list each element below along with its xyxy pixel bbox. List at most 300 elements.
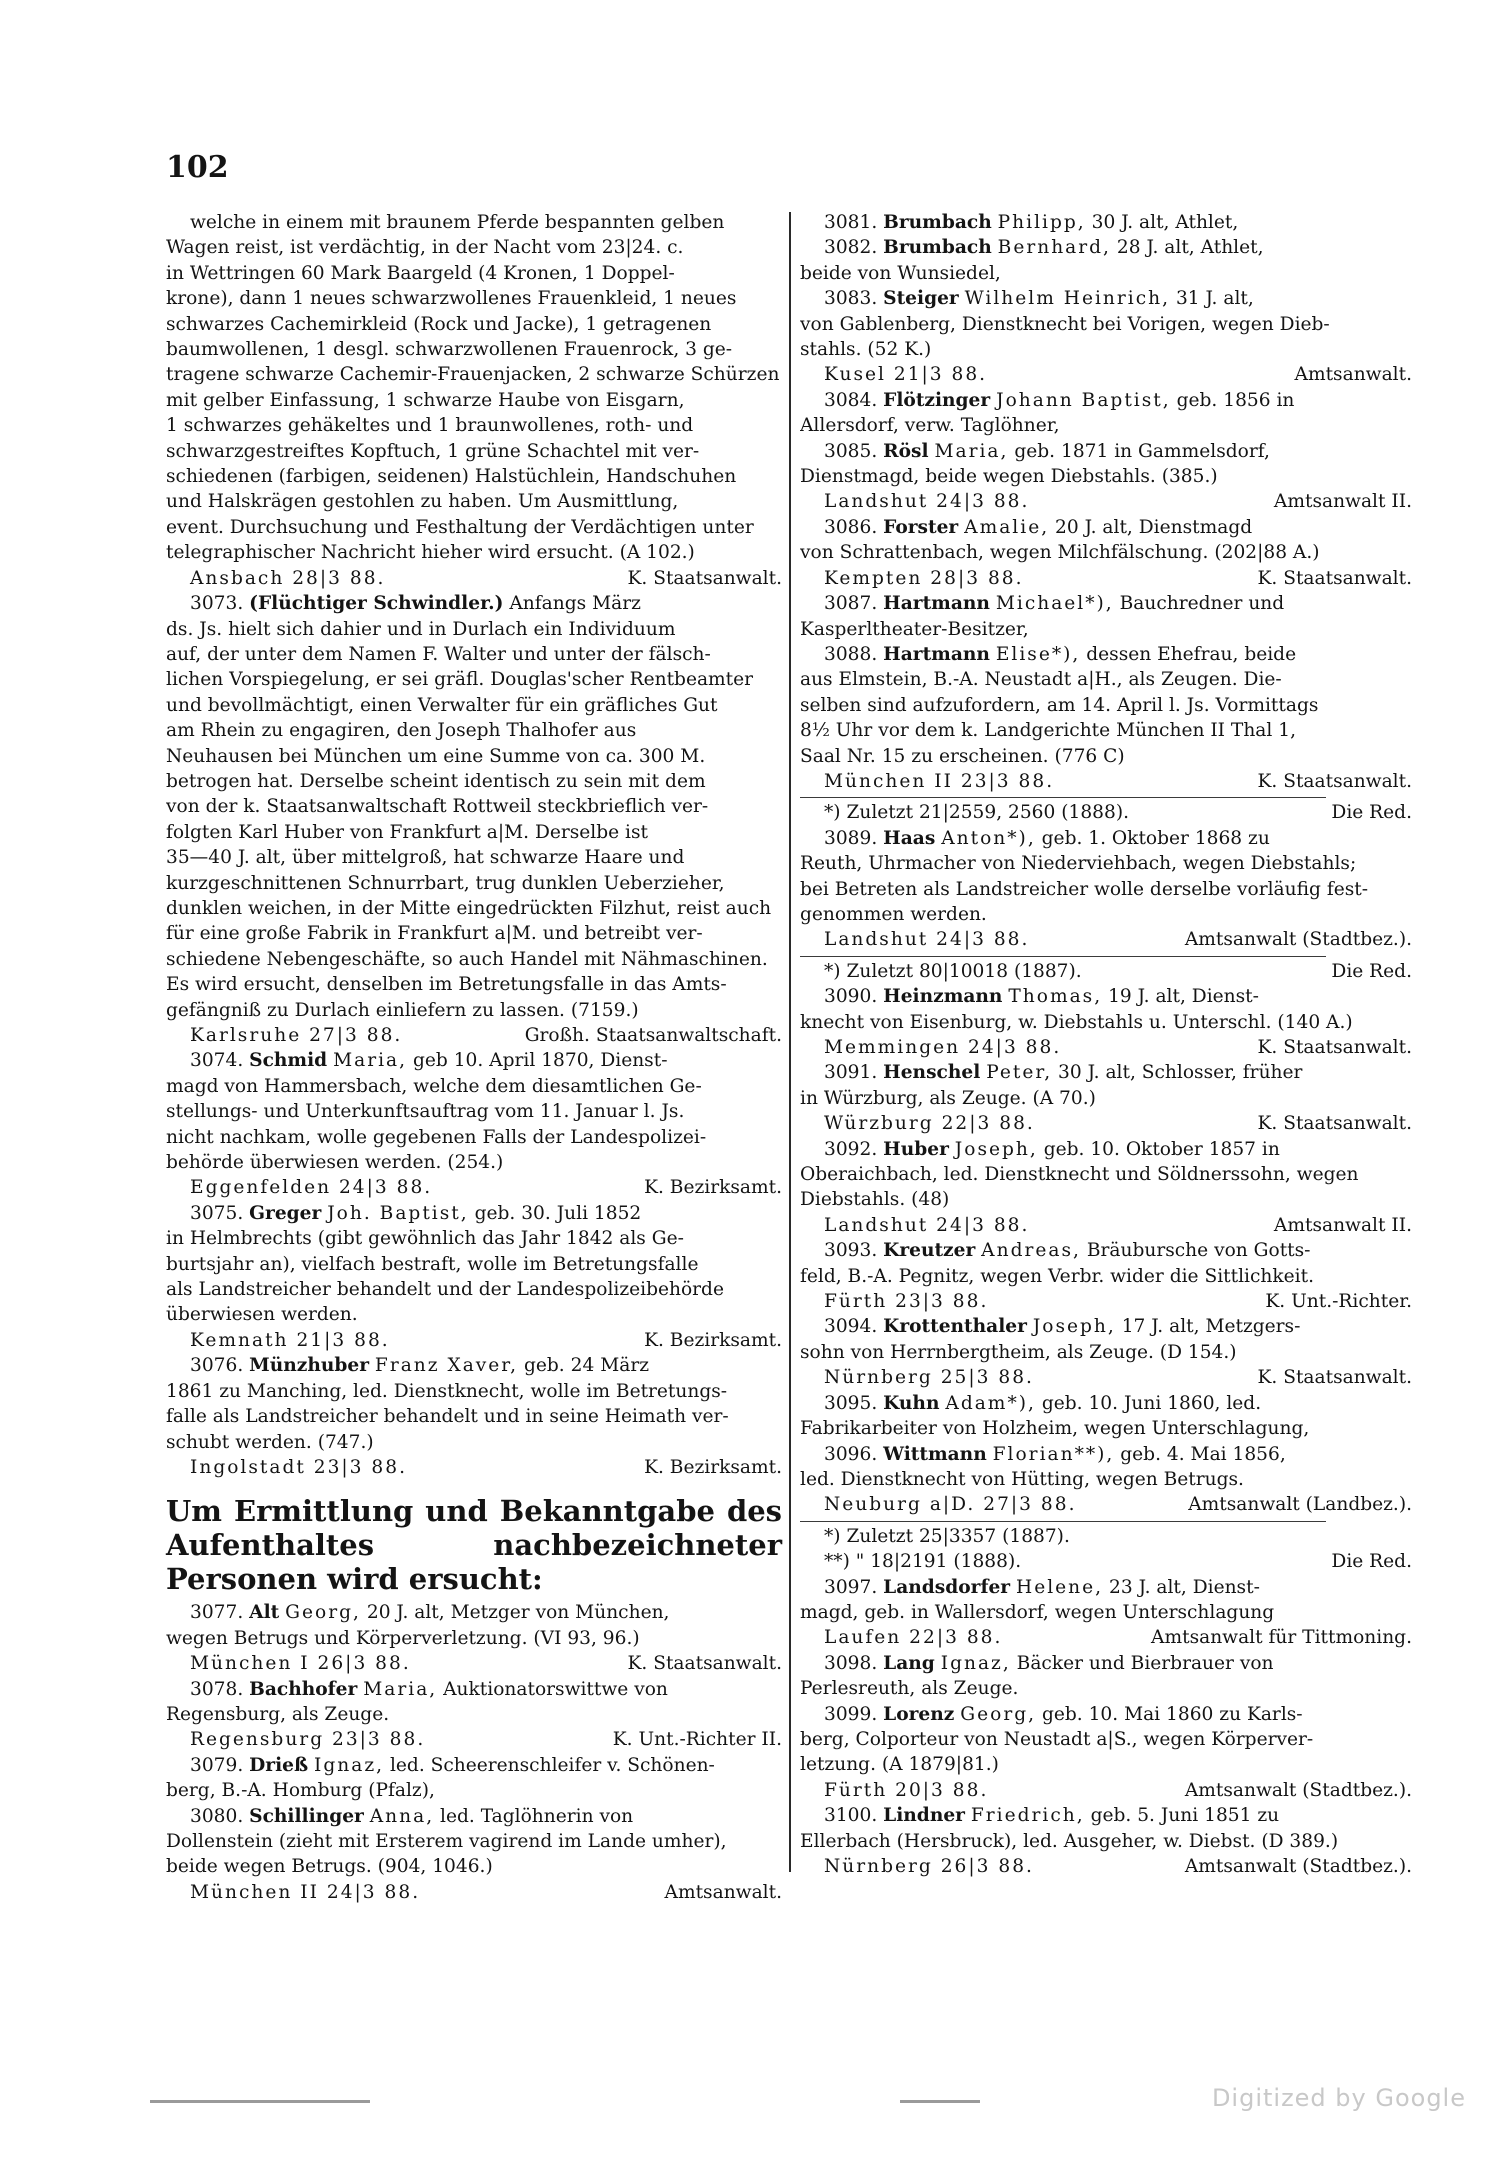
entry-given-name: Joseph, [954, 1138, 1038, 1160]
entry-line [800, 902, 1412, 927]
entry [166, 1677, 782, 1753]
entry-name: Flötzinger [883, 389, 991, 411]
entry-given-name: Maria, [333, 1050, 408, 1072]
entry-number: 3075. [190, 1202, 244, 1224]
entry-text: 20 J. alt, Metzger von München, [366, 1602, 670, 1624]
entry-line [166, 1829, 782, 1854]
signature-office: K. Bezirksamt. [644, 1177, 782, 1199]
entry-line [166, 1201, 782, 1226]
signature-row [166, 1175, 782, 1200]
entry-text: magd, geb. in Wallersdorf, wegen Unterschlagung [800, 1601, 1275, 1623]
entry-number: 3077. [190, 1602, 244, 1624]
entry-line [166, 1048, 782, 1073]
entry [800, 984, 1412, 1060]
signature-place: Nürnberg 26|3 88. [824, 1856, 1034, 1877]
entry-given-name: Anna, [369, 1805, 435, 1827]
entry [800, 1803, 1412, 1879]
signature-row [800, 489, 1412, 514]
footnote [800, 1524, 1412, 1549]
entry-name: Brumbach [883, 212, 992, 233]
entry-line [166, 871, 782, 896]
entry-name: Schmid [249, 1050, 328, 1072]
entry-line [166, 1277, 782, 1302]
entry-line [800, 984, 1412, 1009]
entry-text: telegraphischer Nachricht hieher wird ersucht. (A 102.) [166, 542, 695, 564]
entry-line [800, 210, 1412, 235]
entry-text: beide wegen Betrugs. (904, 1046.) [166, 1856, 493, 1878]
entry-number: 3083. [824, 288, 878, 310]
entry [166, 1048, 782, 1200]
entry-line [166, 1753, 782, 1778]
column-divider [789, 212, 791, 1872]
entry-text: in Helmbrechts (gibt gewöhnlich das Jahr 1842 als Ge- [166, 1228, 684, 1250]
entry-text: Auktionatorswittwe von [443, 1678, 668, 1700]
entry-text: geb. 5. Juni 1851 zu [1090, 1805, 1280, 1827]
entry-line [166, 693, 782, 718]
entry-text: 31 J. alt, [1175, 288, 1254, 310]
entry-line [800, 1803, 1412, 1828]
entry-line [800, 235, 1412, 260]
signature-row [800, 1625, 1412, 1650]
signature-office: Amtsanwalt (Stadtbez.). [1184, 929, 1412, 951]
signature-row [800, 1035, 1412, 1060]
entry-name: Münzhuber [249, 1355, 369, 1377]
entry [800, 235, 1412, 286]
entry-line [800, 439, 1412, 464]
entry-line [166, 1600, 782, 1625]
entry-line [166, 1804, 782, 1829]
entry-given-name: Franz Xaver, [374, 1355, 519, 1377]
entry [166, 1201, 782, 1353]
entry-line [800, 337, 1412, 362]
entry-text: wegen Betrugs und Körperverletzung. (VI 93, 96.) [166, 1627, 640, 1649]
entry-name: Kuhn [883, 1392, 940, 1414]
entry-text: schwarzes Cachemirkleid (Rock und Jacke), 1 getragenen [166, 313, 712, 335]
entry-line [166, 1125, 782, 1150]
entry-text: berg, Colporteur von Neustadt a|S., wegen Körperver- [800, 1728, 1314, 1750]
entry-line [166, 794, 782, 819]
entry-text: burtsjahr an), vielfach bestraft, wolle im Betretungsfalle [166, 1253, 699, 1275]
footnote-text: **) " 18|2191 (1888). [824, 1551, 1022, 1573]
entry-given-name: Georg, [960, 1703, 1037, 1725]
entry-given-name: Philipp, [997, 212, 1086, 233]
right-column [800, 210, 1412, 1879]
entry-text: 8½ Uhr vor dem k. Landgerichte München II Thal 1, [800, 720, 1296, 742]
entry-given-name: Elise*), [995, 643, 1081, 665]
entry-text: Kasperltheater-Besitzer, [800, 618, 1029, 640]
footnote-rule [800, 1521, 1326, 1522]
entry-line [800, 1314, 1412, 1339]
entry-text: und bevollmächtigt, einen Verwalter für ein gräfliches Gut [166, 694, 718, 716]
entry [166, 1804, 782, 1906]
entry-name: Huber [883, 1138, 949, 1160]
signature-office: K. Staatsanwalt. [1257, 1367, 1412, 1389]
entry-number: 3088. [824, 643, 878, 665]
signature-office: Amtsanwalt II. [1273, 491, 1412, 513]
signature-row [800, 1854, 1412, 1879]
entry [800, 286, 1412, 388]
signature-row [800, 1778, 1412, 1803]
entry-text: kurzgeschnittenen Schnurrbart, trug dunklen Ueberzieher, [166, 872, 725, 894]
entry-number: 3092. [824, 1138, 878, 1160]
entry-line [166, 845, 782, 870]
signature-office: K. Unt.-Richter. [1265, 1291, 1412, 1313]
entry-line [166, 337, 782, 362]
entry-text: folgten Karl Huber von Frankfurt a|M. Derselbe ist [166, 821, 649, 843]
entry-name: Lindner [883, 1805, 965, 1827]
entry-text: auf, der unter dem Namen F. Walter und unter der fälsch- [166, 643, 711, 665]
entry-text: Neuhausen bei München um eine Summe von ca. 300 M. [166, 745, 706, 767]
entry-number: 3091. [824, 1062, 878, 1084]
entry-given-name: Andreas, [981, 1240, 1081, 1262]
entry [800, 388, 1412, 439]
signature-place: Landshut 24|3 88. [824, 491, 1030, 513]
entry-text: schiedene Nebengeschäfte, so auch Handel mit Nähmaschinen. [166, 948, 768, 970]
entry [800, 1575, 1412, 1651]
watermark: Digitized by Google [1211, 2084, 1466, 2112]
footnote-signature: Die Red. [1331, 960, 1412, 982]
entry-line [800, 1060, 1412, 1085]
entry-line [166, 1252, 782, 1277]
signature-office: K. Unt.-Richter II. [612, 1729, 782, 1751]
entry-line [800, 667, 1412, 692]
entry-text: nicht nachkam, wolle gegebenen Falls der Landespolizei- [166, 1126, 707, 1148]
entry-text: geb. 4. Mai 1856, [1120, 1443, 1286, 1465]
signature-office: K. Bezirksamt. [644, 1456, 782, 1478]
entry-text: event. Durchsuchung und Festhaltung der Verdächtigen unter [166, 516, 754, 538]
entry-line [800, 464, 1412, 489]
signature-place: Kusel 21|3 88. [824, 364, 988, 386]
signature-row [166, 1651, 782, 1676]
entry-name: Rösl [883, 440, 929, 462]
entry-number: 3074. [190, 1050, 244, 1072]
entry-text: mit gelber Einfassung, 1 schwarze Haube von Eisgarn, [166, 389, 685, 411]
entry-name: (Flüchtiger Schwindler.) [249, 593, 504, 615]
signature-row [800, 1365, 1412, 1390]
entry-text: Reuth, Uhrmacher von Niederviehbach, wegen Diebstahls; [800, 853, 1357, 875]
entry-given-name: Bernhard, [997, 237, 1111, 259]
entry-line [800, 718, 1412, 743]
entry [166, 210, 782, 591]
entry-line [166, 769, 782, 794]
entry-line [800, 1575, 1412, 1600]
signature-place: München II 23|3 88. [824, 770, 1055, 792]
entry-text: für eine große Fabrik in Frankfurt a|M. und betreibt ver- [166, 923, 703, 945]
signature-office: K. Staatsanwalt. [1257, 1113, 1412, 1135]
entry-name: Haas [883, 827, 936, 849]
entry-line [166, 362, 782, 387]
entry-number: 3097. [824, 1576, 878, 1598]
scan-mark [900, 2100, 980, 2103]
entry-line [800, 851, 1412, 876]
footnote [800, 959, 1412, 984]
entry-given-name: Adam*), [945, 1392, 1036, 1414]
entry-line [166, 998, 782, 1023]
entry-line [166, 210, 782, 235]
entry-text: falle als Landstreicher behandelt und in seine Heimath ver- [166, 1406, 729, 1428]
signature-place: Fürth 23|3 88. [824, 1291, 989, 1313]
signature-place: Ingolstadt 23|3 88. [190, 1456, 407, 1478]
entry-line [800, 1467, 1412, 1492]
entry-name: Brumbach [883, 237, 992, 259]
signature-office: Amtsanwalt für Tittmoning. [1151, 1627, 1412, 1649]
signature-office: K. Bezirksamt. [644, 1329, 782, 1351]
signature-place: Memmingen 24|3 88. [824, 1037, 1062, 1058]
entry-text: Bauchredner und [1119, 593, 1285, 615]
entry-given-name: Anton*), [941, 827, 1036, 849]
entry [800, 439, 1412, 515]
entry-given-name: Florian**), [992, 1443, 1115, 1465]
entry-text: Dollenstein (zieht mit Ersterem vagirend im Lande umher), [166, 1830, 727, 1852]
right-entries [800, 210, 1412, 1879]
entry-line [800, 642, 1412, 667]
entry-text: stellungs- und Unterkunftsauftrag vom 11. Januar l. Js. [166, 1101, 685, 1123]
entry-text: feld, B.-A. Pegnitz, wegen Verbr. wider die Sittlichkeit. [800, 1265, 1314, 1287]
signature-place: Ansbach 28|3 88. [190, 567, 386, 589]
entry-text: Wagen reist, ist verdächtig, in der Nacht vom 23|24. c. [166, 237, 684, 259]
entry-text: geb. 10. Mai 1860 zu Karls- [1041, 1703, 1303, 1725]
entry-text: stahls. (52 K.) [800, 339, 932, 361]
left-column [166, 210, 782, 1905]
signature-office: Amtsanwalt (Landbez.). [1188, 1494, 1412, 1516]
signature-row [166, 1328, 782, 1353]
entry-given-name: Joseph, [1032, 1316, 1116, 1338]
entry [800, 1060, 1412, 1136]
entry-text: baumwollenen, 1 desgl. schwarzwollenen Frauenrock, 3 ge- [166, 339, 733, 361]
signature-place: Laufen 22|3 88. [824, 1627, 1003, 1649]
entry-name: Krottenthaler [883, 1316, 1027, 1338]
entry-number: 3081. [824, 212, 878, 233]
signature-row [800, 566, 1412, 591]
entry-text: knecht von Eisenburg, w. Diebstahls u. Unterschl. (140 A.) [800, 1011, 1353, 1033]
entry-line [800, 1702, 1412, 1727]
entry-name: Henschel [883, 1062, 981, 1084]
entry-line [166, 1226, 782, 1251]
entry-text: Oberaichbach, led. Dienstknecht und Söldnerssohn, wegen [800, 1164, 1359, 1186]
signature-row [800, 769, 1412, 794]
entry-line [800, 877, 1412, 902]
entry-text: 1 schwarzes gehäkeltes und 1 braunwollenes, roth- und [166, 415, 694, 437]
entry-line [800, 1264, 1412, 1289]
signature-place: Fürth 20|3 88. [824, 1779, 989, 1801]
entry-name: Steiger [883, 288, 959, 310]
footnote-text: *) Zuletzt 25|3357 (1887). [824, 1525, 1070, 1547]
entry-text: welche in einem mit braunem Pferde bespannten gelben [190, 212, 725, 233]
entry-text: von der k. Staatsanwaltschaft Rottweil steckbrieflich ver- [166, 796, 709, 818]
entry-text: schubt werden. (747.) [166, 1431, 374, 1453]
entry-text: Allersdorf, verw. Taglöhner, [800, 415, 1060, 437]
entry-text: Perlesreuth, als Zeuge. [800, 1678, 1019, 1700]
entry-given-name: Ignaz, [940, 1652, 1011, 1674]
entry-text: Bräuburschе von Gotts- [1086, 1240, 1311, 1262]
signature-row [166, 1880, 782, 1905]
footnote [800, 800, 1412, 825]
entry-line [166, 540, 782, 565]
entry-text: magd von Hammersbach, welche dem diesamtlichen Ge- [166, 1075, 702, 1097]
signature-office: K. Staatsanwalt. [1257, 1037, 1412, 1058]
entry-number: 3085. [824, 440, 878, 462]
entry-line [800, 261, 1412, 286]
entry-text: dessen Ehefrau, beide [1086, 643, 1297, 665]
entry-text: berg, B.-A. Homburg (Pfalz), [166, 1780, 435, 1802]
entry-text: beide von Wunsiedel, [800, 262, 1001, 284]
entry-line [800, 1137, 1412, 1162]
footnote-signature: Die Red. [1331, 1551, 1412, 1573]
entry-given-name: Thomas, [1008, 986, 1103, 1008]
entry-name: Schillinger [249, 1805, 364, 1827]
entry-given-name: Michael*), [995, 593, 1114, 615]
entry-text: Ellerbach (Hersbruck), led. Ausgeher, w. Diebst. (D 389.) [800, 1830, 1339, 1852]
entry-line [800, 1600, 1412, 1625]
entry-text: 20 J. alt, Dienstmagd [1055, 516, 1253, 538]
footnote-text: *) Zuletzt 21|2559, 2560 (1888). [824, 802, 1129, 824]
entry-line [166, 1099, 782, 1124]
signature-office: Amtsanwalt (Stadtbez.). [1184, 1779, 1412, 1801]
entry-line [166, 235, 782, 260]
entry-line [166, 820, 782, 845]
entry-line [166, 439, 782, 464]
entry [800, 591, 1412, 642]
entry-line [166, 1302, 782, 1327]
entry-text: Saal Nr. 15 zu erscheinen. (776 C) [800, 745, 1125, 767]
entry-line [800, 312, 1412, 337]
entry [800, 1442, 1412, 1575]
entry-text: 23 J. alt, Dienst- [1109, 1576, 1260, 1598]
entry-number: 3073. [190, 593, 244, 615]
entry-line [166, 972, 782, 997]
entry-number: 3098. [824, 1652, 878, 1674]
entry [800, 1314, 1412, 1390]
entry-line [800, 1442, 1412, 1467]
entry-line [800, 1162, 1412, 1187]
entry-text: genommen werden. [800, 903, 987, 925]
entry-text: Fabrikarbeiter von Holzheim, wegen Unterschlagung, [800, 1418, 1310, 1440]
entry [800, 1391, 1412, 1442]
entry-line [800, 1651, 1412, 1676]
entry [800, 210, 1412, 235]
signature-place: Würzburg 22|3 88. [824, 1113, 1035, 1135]
entry [166, 591, 782, 1048]
entry-text: 1861 zu Manching, led. Dienstknecht, wolle im Betretungs- [166, 1380, 728, 1402]
signature-office: K. Staatsanwalt. [627, 567, 782, 589]
signature-place: Regensburg 23|3 88. [190, 1729, 426, 1751]
signature-place: Nürnberg 25|3 88. [824, 1367, 1034, 1389]
entry-text: geb 10. April 1870, Dienst- [412, 1050, 668, 1072]
entry-text: aus Elmstein, B.-A. Neustadt a|H., als Zeugen. Die- [800, 669, 1282, 691]
entry-given-name: Joh. Baptist, [327, 1202, 469, 1224]
entry-text: 30 J. alt, Schlosser, früher [1058, 1062, 1303, 1084]
footnote-rule [800, 956, 1326, 957]
entry-line [166, 413, 782, 438]
entry-text: überwiesen werden. [166, 1304, 358, 1326]
entry-line [800, 1086, 1412, 1111]
entry-line [800, 591, 1412, 616]
entry-name: Alt [249, 1602, 280, 1624]
entry-text: Regensburg, als Zeuge. [166, 1703, 390, 1725]
left-entries [166, 210, 782, 1480]
entry-text: selben sind aufzufordern, am 14. April l. Js. Vormittags [800, 694, 1319, 716]
entry-text: in Würzburg, als Zeuge. (A 70.) [800, 1087, 1096, 1109]
entry [800, 1651, 1412, 1702]
entry [800, 515, 1412, 591]
entry-line [800, 388, 1412, 413]
entry-text: schwarzgestreiftes Kopftuch, 1 grüne Schachtel mit ver- [166, 440, 700, 462]
entry-number: 3082. [824, 237, 878, 259]
entry-line [800, 540, 1412, 565]
entry-name: Greger [249, 1202, 322, 1224]
entry-line [800, 286, 1412, 311]
entry-name: Forster [883, 516, 959, 538]
entry-line [800, 744, 1412, 769]
section-title: Um Ermittlung und Bekanntgabe des Aufenthaltes nachbezeichneter Personen wird ersucht: [166, 1494, 782, 1597]
entry-text: led. Taglöhnerin von [440, 1805, 634, 1827]
entry-given-name: Ignaz, [314, 1754, 385, 1776]
entry-line [166, 1353, 782, 1378]
entry-line [800, 1752, 1412, 1777]
entry-text: Dienstmagd, beide wegen Diebstahls. (385.) [800, 466, 1218, 488]
entry-line [166, 464, 782, 489]
entry-line [800, 1391, 1412, 1416]
entry-number: 3096. [824, 1443, 878, 1465]
entry-given-name: Johann Baptist, [996, 389, 1171, 411]
scan-mark [150, 2100, 370, 2103]
entry [800, 1702, 1412, 1804]
entry-text: 19 J. alt, Dienst- [1108, 986, 1259, 1008]
entry-given-name: Helene, [1016, 1576, 1104, 1598]
signature-place: Landshut 24|3 88. [824, 1214, 1030, 1236]
footnote-rule [800, 797, 1326, 798]
entry-line [166, 1778, 782, 1803]
entry-text: Bäcker und Bierbrauer von [1016, 1652, 1274, 1674]
entry-number: 3090. [824, 986, 878, 1008]
entry-line [800, 1238, 1412, 1263]
entry-text: von Gablenberg, Dienstknecht bei Vorigen, wegen Dieb- [800, 313, 1330, 335]
signature-row [800, 927, 1412, 952]
entry-text: geb. 10. Juni 1860, led. [1041, 1392, 1262, 1414]
entry-text: gefängniß zu Durlach einliefern zu lassen. (7159.) [166, 999, 639, 1021]
entry-line [800, 826, 1412, 851]
entry-given-name: Georg, [285, 1602, 361, 1624]
entry-number: 3089. [824, 827, 878, 849]
entry-text: lichen Vorspiegelung, er sei gräfl. Douglas'scher Rentbeamter [166, 669, 754, 691]
entry-text: Diebstahls. (48) [800, 1189, 950, 1211]
entry-name: Landsdorfer [883, 1576, 1011, 1598]
entry-given-name: Amalie, [964, 516, 1050, 538]
entry-line [166, 312, 782, 337]
entry-text: ds. Js. hielt sich dahier und in Durlach ein Individuum [166, 618, 676, 640]
footnote-text: *) Zuletzt 80|10018 (1887). [824, 960, 1082, 982]
entry-name: Lorenz [883, 1703, 955, 1725]
entry-line [800, 1187, 1412, 1212]
entry-text: am Rhein zu engagiren, den Joseph Thalhofer aus [166, 720, 637, 742]
signature-place: Landshut 24|3 88. [824, 929, 1030, 951]
entry-text: led. Dienstknecht von Hütting, wegen Betrugs. [800, 1468, 1244, 1490]
signature-row [800, 1111, 1412, 1136]
entry-number: 3076. [190, 1355, 244, 1377]
entry-number: 3078. [190, 1678, 244, 1700]
entry-text: von Schrattenbach, wegen Milchfälschung. (202|88 A.) [800, 542, 1320, 564]
entry-number: 3099. [824, 1703, 878, 1725]
footnote-signature: Die Red. [1331, 802, 1412, 824]
entry-text: krone), dann 1 neues schwarzwollenes Frauenkleid, 1 neues [166, 288, 737, 310]
entry-line [800, 1416, 1412, 1441]
entry-number: 3087. [824, 593, 878, 615]
entry-text: geb. 10. Oktober 1857 in [1043, 1138, 1280, 1160]
signature-row [800, 1213, 1412, 1238]
entry-line [800, 515, 1412, 540]
entry [166, 1753, 782, 1804]
entry-line [166, 642, 782, 667]
